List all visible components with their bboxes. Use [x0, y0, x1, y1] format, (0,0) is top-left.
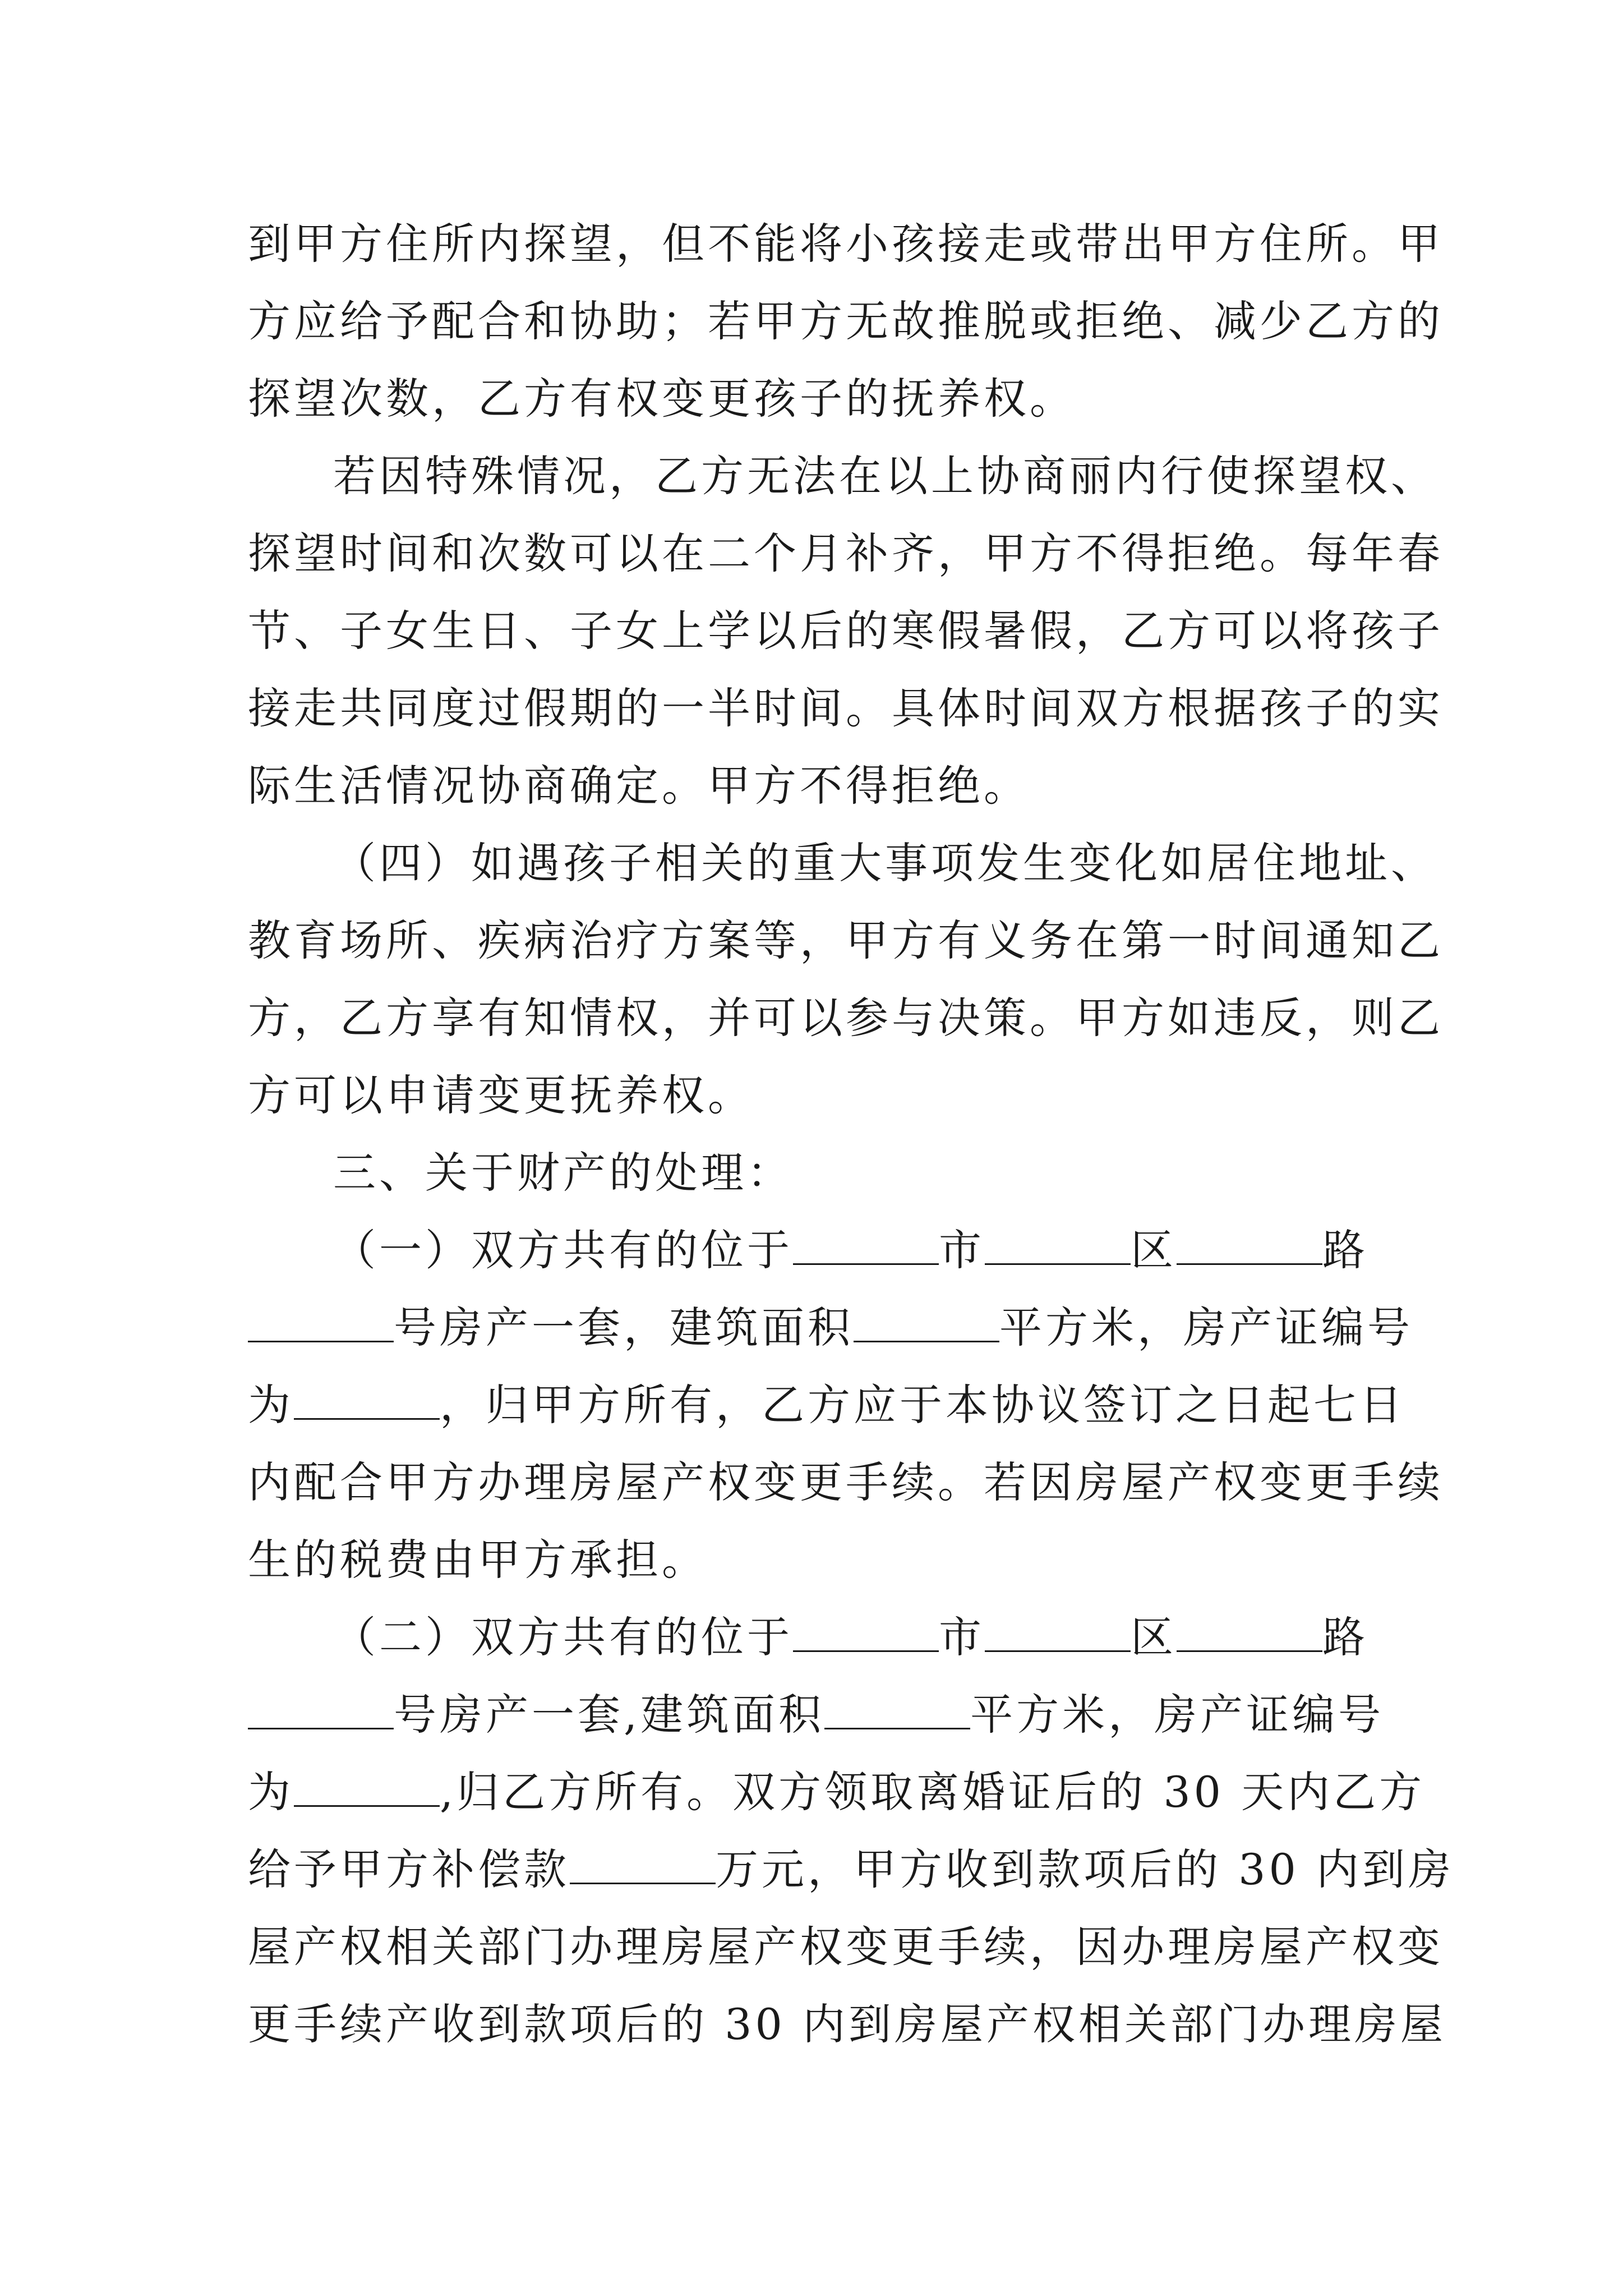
text-line: 探望时间和次数可以在二个月补齐，甲方不得拒绝。每年春: [248, 528, 1444, 578]
text-line: 若因特殊情况，乙方无法在以上协商丽内行使探望权、: [333, 451, 1437, 501]
item2-line1: [248, 1599, 1392, 1676]
item2-text: 万元，甲方收到款项后的 30 内到房: [716, 1844, 1455, 1894]
document-body: [248, 205, 1455, 2063]
item2-text: 号房产一套,建筑面积: [394, 1690, 825, 1740]
text-line: 教育场所、疾病治疗方案等，甲方有义务在第一时间通知乙: [248, 915, 1444, 965]
item2-text: 市: [939, 1612, 985, 1662]
item2-line2: [248, 1676, 1392, 1754]
fill-blank-road: [1177, 1224, 1322, 1265]
fill-blank-number: [248, 1301, 394, 1342]
item2-text: 区: [1131, 1612, 1177, 1662]
item2-line6: 更手续产收到款项后的 30 内到房屋产权相关部门办理房屋: [248, 1999, 1447, 2049]
text-line: 节、子女生日、子女上学以后的寒假暑假，乙方可以将孩子: [248, 606, 1444, 656]
text-line: （四）如遇孩子相关的重大事项发生变化如居住地址、: [333, 838, 1437, 888]
item2-text: 平方米，房产证编号: [970, 1690, 1385, 1740]
item2-text: 给予甲方补偿款: [248, 1844, 570, 1894]
text-line: 际生活情况协商确定。甲方不得拒绝。: [248, 761, 1030, 811]
section-heading: 三、关于财产的处理：: [333, 1148, 793, 1198]
fill-blank-number: [248, 1688, 394, 1729]
fill-blank-area: [824, 1688, 970, 1729]
item1-text: 为: [248, 1380, 294, 1430]
item1-line4: 内配合甲方办理房屋产权变更手续。若因房屋产权变更手续: [248, 1457, 1444, 1507]
text-line: 方，乙方享有知情权，并可以参与决策。甲方如违反，则乙: [248, 993, 1444, 1043]
fill-blank-city: [793, 1224, 939, 1265]
item1-line1: [248, 1212, 1392, 1289]
text-line: 探望次数，乙方有权变更孩子的抚养权。: [248, 374, 1076, 424]
item1-text: 号房产一套，建筑面积: [394, 1303, 854, 1352]
item1-text: ，归甲方所有，乙方应于本协议签订之日起七日: [440, 1380, 1405, 1430]
item2-text: 路: [1322, 1612, 1368, 1662]
text-line: 方可以申请变更抚养权。: [248, 1070, 754, 1120]
fill-blank-amount: [570, 1843, 716, 1884]
item2-line4: [248, 1831, 1455, 1908]
fill-blank-district: [985, 1611, 1131, 1652]
item2-line5: 屋产权相关部门办理房屋产权变更手续，因办理房屋产权变: [248, 1922, 1444, 1972]
fill-blank-road: [1177, 1611, 1322, 1652]
text-line: 接走共同度过假期的一半时间。具体时间双方根据孩子的实: [248, 683, 1444, 733]
item2-text: ,归乙方所有。双方领取离婚证后的 30 天内乙方: [440, 1767, 1426, 1817]
item1-text: 路: [1322, 1225, 1368, 1275]
fill-blank-area: [854, 1301, 999, 1342]
item1-line2: [248, 1289, 1413, 1366]
text-line: 方应给予配合和协助；若甲方无故推脱或拒绝、减少乙方的: [248, 296, 1444, 346]
item1-text: 平方米，房产证编号: [999, 1303, 1413, 1352]
item2-line3: [248, 1754, 1426, 1831]
fill-blank-certificate: [294, 1379, 440, 1420]
item1-text: 市: [939, 1225, 985, 1275]
item1-line5: 生的税费由甲方承担。: [248, 1535, 708, 1585]
item1-line3: [248, 1366, 1405, 1444]
item1-text: （一）双方共有的位于: [333, 1225, 793, 1275]
fill-blank-district: [985, 1224, 1131, 1265]
fill-blank-city: [793, 1611, 939, 1652]
item2-text: （二）双方共有的位于: [333, 1612, 793, 1662]
item2-text: 为: [248, 1767, 294, 1817]
fill-blank-certificate: [294, 1766, 440, 1807]
item1-text: 区: [1131, 1225, 1177, 1275]
text-line: 到甲方住所内探望，但不能将小孩接走或带出甲方住所。甲: [248, 219, 1444, 269]
